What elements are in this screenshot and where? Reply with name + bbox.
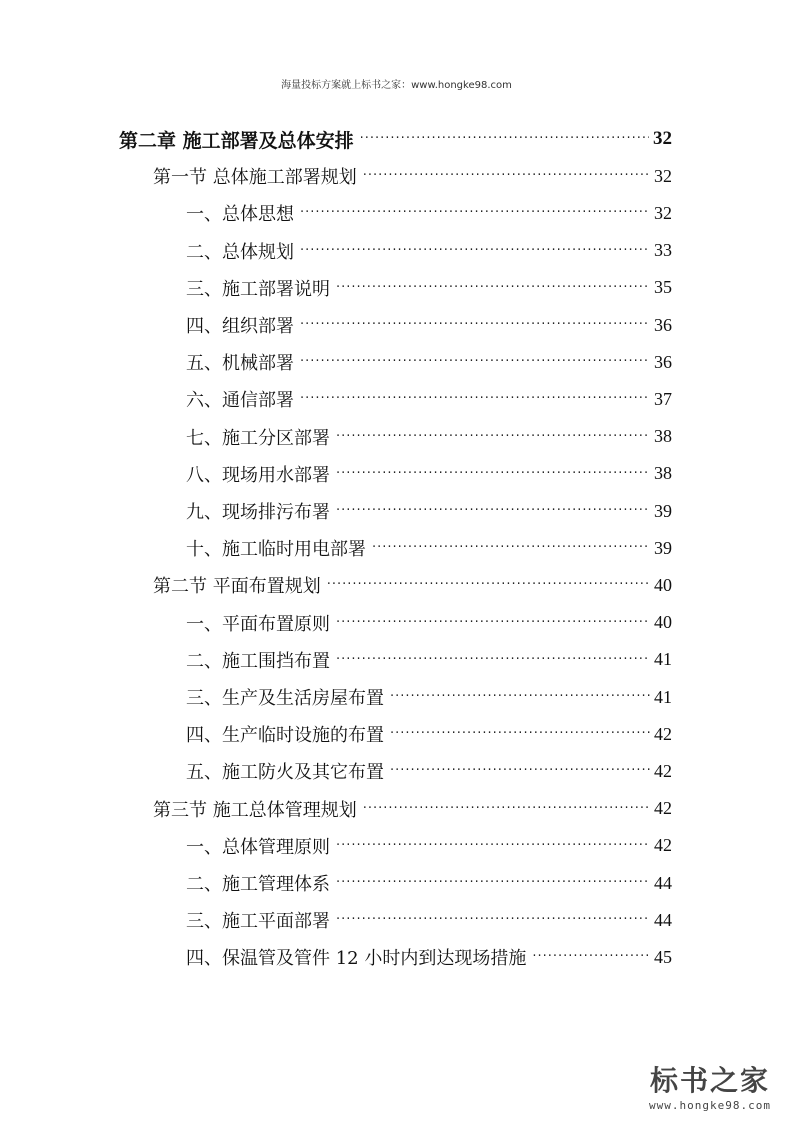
toc-entry-item[interactable]	[186, 866, 672, 900]
toc-page-number: 39	[654, 500, 672, 521]
dot-leader	[390, 689, 650, 705]
toc-entry-item[interactable]	[186, 420, 672, 454]
toc-page-number: 40	[654, 574, 672, 595]
toc-page-number: 41	[654, 649, 672, 670]
toc-title: 二、施工管理体系	[186, 874, 330, 895]
toc-page-number: 42	[654, 835, 672, 856]
toc-title: 二、施工围挡布置	[186, 650, 330, 672]
toc-title: 第三节 施工总体管理规划	[153, 799, 357, 821]
dot-leader	[363, 801, 650, 817]
toc-page-number: 42	[654, 760, 672, 781]
dot-leader	[363, 168, 650, 184]
toc-entry-chapter[interactable]	[119, 122, 672, 156]
toc-page-number: 39	[654, 537, 672, 558]
watermark-logo	[635, 1059, 785, 1112]
toc-title: 五、机械部署	[186, 353, 294, 375]
logo-title: 标书之家	[649, 1064, 770, 1097]
toc-entry-item[interactable]	[186, 494, 672, 528]
toc-entry-item[interactable]	[186, 829, 672, 863]
toc-title: 三、施工部署说明	[186, 278, 330, 300]
dot-leader	[336, 280, 650, 296]
toc-entry-item[interactable]	[186, 308, 672, 342]
toc-entry-section[interactable]	[153, 792, 672, 826]
toc-entry-item[interactable]	[186, 680, 672, 714]
toc-entry-item[interactable]	[186, 234, 672, 268]
toc-entry-item[interactable]	[186, 531, 672, 565]
dot-leader	[336, 615, 650, 631]
toc-page-number: 32	[653, 128, 672, 149]
toc-title: 八、现场用水部署	[186, 464, 330, 486]
toc-entry-section[interactable]	[153, 568, 672, 602]
toc-title: 九、现场排污布署	[186, 502, 330, 523]
dot-leader	[336, 503, 650, 519]
dot-leader	[336, 429, 650, 445]
toc-page-number: 36	[654, 351, 672, 372]
toc-title: 一、平面布置原则	[186, 613, 330, 635]
dot-leader	[532, 949, 650, 965]
dot-leader	[336, 466, 650, 482]
dot-leader	[372, 540, 650, 556]
dot-leader	[360, 131, 649, 147]
toc-title: 一、总体管理原则	[186, 836, 330, 858]
toc-title: 第二章 施工部署及总体安排	[119, 129, 354, 152]
dot-leader	[300, 243, 650, 259]
toc-title: 三、施工平面部署	[186, 911, 330, 933]
toc-title: 四、生产临时设施的布置	[186, 725, 384, 747]
toc-title: 四、组织部署	[186, 316, 294, 337]
toc-entry-item[interactable]	[186, 643, 672, 677]
toc-page-number: 32	[654, 165, 672, 186]
dot-leader	[300, 317, 650, 333]
toc-page-number: 42	[654, 798, 672, 819]
toc-title: 三、生产及生活房屋布置	[186, 688, 384, 709]
toc-entry-item[interactable]	[186, 457, 672, 491]
toc-entry-item[interactable]	[186, 903, 672, 937]
toc-page-number: 38	[654, 463, 672, 484]
toc-page-number: 36	[654, 314, 672, 335]
toc-title: 十、施工临时用电部署	[186, 539, 366, 561]
dot-leader	[327, 577, 650, 593]
dot-leader	[336, 838, 650, 854]
dot-leader	[336, 912, 650, 928]
page-header: 海量投标方案就上标书之家：www.hongke98.com	[281, 80, 512, 91]
toc-page-number: 44	[654, 909, 672, 930]
toc-entry-item[interactable]	[186, 606, 672, 640]
toc-entry-item[interactable]	[186, 754, 672, 788]
toc-page-number: 45	[654, 946, 672, 967]
toc-page-number: 44	[654, 872, 672, 893]
logo-url: www.hongke98.com	[649, 1099, 771, 1112]
toc-title: 五、施工防火及其它布置	[186, 762, 384, 784]
toc-entry-item[interactable]	[186, 196, 672, 230]
toc-page-number: 42	[654, 723, 672, 744]
dot-leader	[390, 726, 650, 742]
dot-leader	[336, 652, 650, 668]
toc-page-number: 32	[654, 202, 672, 223]
dot-leader	[300, 205, 650, 221]
toc-entry-section[interactable]	[153, 159, 672, 193]
dot-leader	[390, 763, 650, 779]
toc-page-number: 35	[654, 277, 672, 298]
dot-leader	[336, 875, 650, 891]
toc-entry-item[interactable]	[186, 382, 672, 416]
toc-entry-item[interactable]	[186, 940, 672, 974]
toc-entry-item[interactable]	[186, 345, 672, 379]
toc-page-number: 33	[654, 240, 672, 261]
toc-title: 七、施工分区部署	[186, 427, 330, 449]
toc-title: 一、总体思想	[186, 204, 294, 226]
toc-title: 二、总体规划	[186, 241, 294, 263]
toc-title: 四、保温管及管件 12 小时内到达现场措施	[186, 948, 527, 970]
toc-title: 第二节 平面布置规划	[153, 576, 321, 598]
toc-title: 六、通信部署	[186, 390, 294, 412]
toc-page-number: 37	[654, 388, 672, 409]
toc-page-number: 38	[654, 426, 672, 447]
toc-entry-item[interactable]	[186, 717, 672, 751]
toc-title: 第一节 总体施工部署规划	[153, 167, 357, 189]
toc-page-number: 40	[654, 612, 672, 633]
toc-entry-item[interactable]	[186, 271, 672, 305]
toc-page-number: 41	[654, 686, 672, 707]
dot-leader	[300, 391, 650, 407]
dot-leader	[300, 354, 650, 370]
